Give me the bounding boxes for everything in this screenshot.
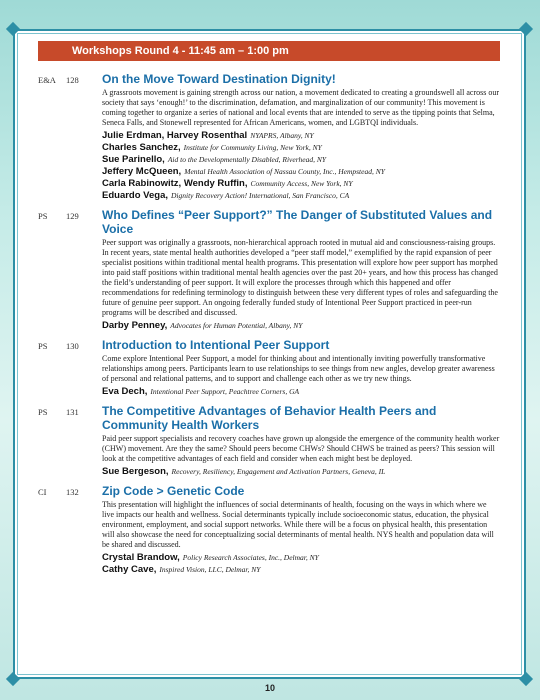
speaker-name: Jeffery McQueen, — [102, 166, 182, 177]
speaker-line — [102, 154, 500, 166]
speaker-line — [102, 178, 500, 190]
session-title: Zip Code > Genetic Code — [102, 484, 245, 498]
session-body — [102, 72, 500, 202]
speaker-name: Crystal Brandow, — [102, 552, 180, 563]
session-entry — [38, 338, 500, 398]
session-description: This presentation will highlight the influences of social determinants of health, focusing on the ways in which where we live impacts our health and wellness. Social determinants typically include socioeconomic status, education, the physical environment, employment, and social support networks. While there will be a focus on physical health, this presentation will also showcase the need for conceptualizing social determinants of mental health. NYS health and population data will be shared and discussed. — [102, 500, 494, 549]
section-header: Workshops Round 4 - 11:45 am – 1:00 pm — [38, 41, 500, 61]
session-entry — [38, 404, 500, 478]
sessions-list — [38, 72, 500, 582]
session-body — [102, 338, 500, 398]
session-description: Paid peer support specialists and recovery coaches have grown up alongside the emergence of the community health worker (CHW) movement. Are they the same? Should peers become CHWs? Should CHWS be trained as peers? This session will look at the competitive advantages of each field and consider when each might best be deployed. — [102, 434, 500, 463]
session-entry — [38, 484, 500, 576]
session-track: PS — [38, 211, 48, 221]
speaker-affiliation: NYAPRS, Albany, NY — [250, 131, 314, 140]
speaker-affiliation: Aid to the Developmentally Disabled, Riverhead, NY — [167, 155, 326, 164]
session-title: Introduction to Intentional Peer Support — [102, 338, 330, 352]
session-number: 130 — [66, 341, 79, 351]
speaker-name: Julie Erdman, Harvey Rosenthal — [102, 130, 248, 141]
speaker-line — [102, 320, 500, 332]
session-description: A grassroots movement is gaining strength across our nation, a movement dedicated to creating a groundswell all across our society that says ‘enough!’ to the discrimination, defamation, and marginalization of our community! This movement is coming together to organize a series of national and local events that are intended to serve as the tipping points that Selma, Seneca Falls, and Stonewell represented for African Americans, women, and LGBTQI individuals. — [102, 88, 500, 127]
speaker-line — [102, 564, 500, 576]
speaker-name: Carla Rabinowitz, Wendy Ruffin, — [102, 178, 248, 189]
session-number: 132 — [66, 487, 79, 497]
session-body — [102, 404, 500, 478]
speaker-line — [102, 142, 500, 154]
session-body — [102, 208, 500, 332]
speaker-affiliation: Policy Research Associates, Inc., Delmar, NY — [182, 553, 319, 562]
speaker-line — [102, 166, 500, 178]
speaker-name: Eva Dech, — [102, 386, 148, 397]
speaker-affiliation: Institute for Community Living, New York, NY — [183, 143, 322, 152]
speaker-name: Cathy Cave, — [102, 564, 157, 575]
speaker-name: Sue Parinello, — [102, 154, 165, 165]
speaker-name: Sue Bergeson, — [102, 466, 169, 477]
page-number: 10 — [264, 683, 275, 693]
speaker-name: Darby Penney, — [102, 320, 168, 331]
session-track: CI — [38, 487, 47, 497]
speaker-line — [102, 552, 500, 564]
session-entry — [38, 208, 500, 332]
session-body — [102, 484, 500, 576]
speaker-line — [102, 466, 500, 478]
session-number: 131 — [66, 407, 79, 417]
speaker-affiliation: Intentional Peer Support, Peachtree Corners, GA — [150, 387, 300, 396]
session-track: E&A — [38, 75, 56, 85]
session-description: Peer support was originally a grassroots, non-hierarchical approach rooted in mutual aid and consciousness-raising groups. In recent years, state mental health authorities developed a “peer staff model,” exemplified by the rapid expansion of peer specialist positions within traditional mental health programs. This presentation will explore how peer support has morphed into paid staff positions within traditional mental health agencies over the past 20+ years, and how this process has changed the field’s understanding of peer support. It will explore the processes through which this happened and offer recommendations for redefining terminology to distinguish between these very different types of roles and safeguarding the future of genuine peer support. An ongoing federally funded study of Intentional Peer Support practiced in peer-run programs will be described and discussed. — [102, 238, 498, 317]
session-description: Come explore Intentional Peer Support, a model for thinking about and intentionally inviting powerfully transformative relationships among peers. Participants learn to use relationships to see things from new angles, develop greater awareness of personal and relational patterns, and to support and challenge each other as we try new things. — [102, 354, 495, 383]
session-track: PS — [38, 341, 48, 351]
session-title: Who Defines “Peer Support?” The Danger of Substituted Values and Voice — [102, 208, 493, 236]
speaker-affiliation: Dignity Recovery Action! International, San Francisco, CA — [171, 191, 350, 200]
speaker-affiliation: Advocates for Human Potential, Albany, NY — [170, 321, 303, 330]
session-number: 128 — [66, 75, 79, 85]
session-entry — [38, 72, 500, 202]
session-track: PS — [38, 407, 48, 417]
speaker-line — [102, 386, 500, 398]
speaker-name: Charles Sanchez, — [102, 142, 181, 153]
session-title: The Competitive Advantages of Behavior Health Peers and Community Health Workers — [102, 404, 437, 432]
speaker-name: Eduardo Vega, — [102, 190, 168, 201]
session-number: 129 — [66, 211, 79, 221]
speaker-affiliation: Recovery, Resiliency, Engagement and Activation Partners, Geneva, IL — [171, 467, 386, 476]
speaker-affiliation: Community Access, New York, NY — [250, 179, 353, 188]
speaker-line — [102, 130, 500, 142]
speaker-line — [102, 190, 500, 202]
speaker-affiliation: Inspired Vision, LLC, Delmar, NY — [159, 565, 261, 574]
session-title: On the Move Toward Destination Dignity! — [102, 72, 336, 86]
speaker-affiliation: Mental Health Association of Nassau County, Inc., Hempstead, NY — [184, 167, 385, 176]
